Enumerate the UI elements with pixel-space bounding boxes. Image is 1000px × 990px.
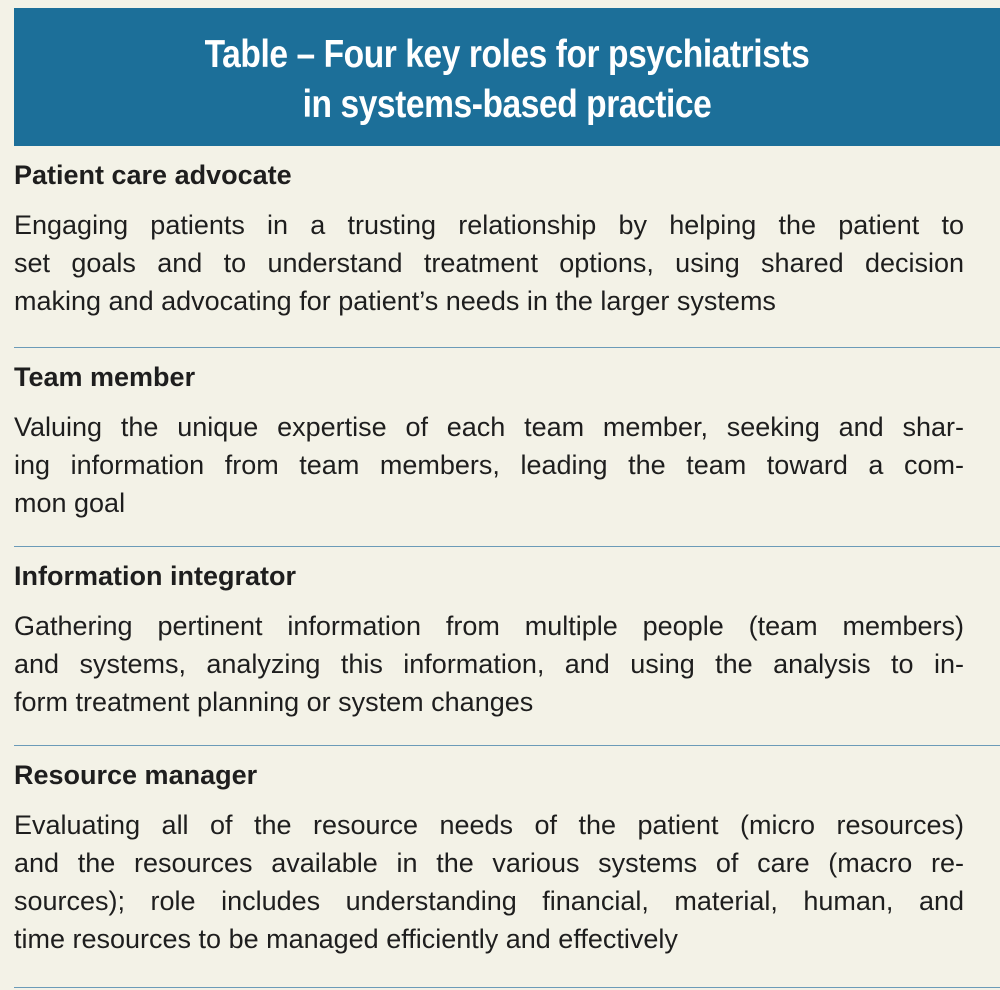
role-description-line: Evaluating all of the resource needs of the patient (micro resources)	[14, 810, 964, 840]
table-title	[83, 30, 931, 130]
role-description-line: making and advocating for patient’s needs in the larger systems	[14, 286, 776, 316]
role-row-team-member	[14, 348, 1000, 547]
role-description	[14, 607, 974, 721]
role-description-line: Gathering pertinent information from multiple people (team members)	[14, 611, 964, 641]
role-description-line: ing information from team members, leading the team toward a com-	[14, 450, 964, 480]
role-description-line: and systems, analyzing this information, and using the analysis to in-	[14, 649, 964, 679]
role-name: Information integrator	[14, 561, 296, 591]
role-description-line: sources); role includes understanding financial, material, human, and	[14, 886, 964, 916]
role-description	[14, 806, 974, 958]
table-title-line-1: Table – Four key roles for psychiatrists	[204, 33, 810, 76]
role-row-information-integrator	[14, 547, 1000, 746]
role-name: Resource manager	[14, 760, 258, 790]
role-row-patient-care-advocate	[14, 146, 1000, 348]
table-title-line-2: in systems-based practice	[302, 83, 712, 126]
role-name: Patient care advocate	[14, 160, 292, 190]
role-description-line: Valuing the unique expertise of each team member, seeking and shar-	[14, 412, 964, 442]
role-description-line: set goals and to understand treatment options, using shared decision	[14, 248, 964, 278]
role-description-line: form treatment planning or system changes	[14, 687, 534, 717]
role-description	[14, 408, 974, 522]
role-description-line: and the resources available in the various systems of care (macro re-	[14, 848, 964, 878]
role-description-line: mon goal	[14, 488, 126, 518]
role-description-line: Engaging patients in a trusting relationship by helping the patient to	[14, 210, 964, 240]
table-header	[14, 8, 1000, 146]
role-description-line: time resources to be managed efficiently and effectively	[14, 924, 678, 954]
role-row-resource-manager	[14, 746, 1000, 988]
role-description	[14, 206, 974, 320]
role-name: Team member	[14, 362, 196, 392]
